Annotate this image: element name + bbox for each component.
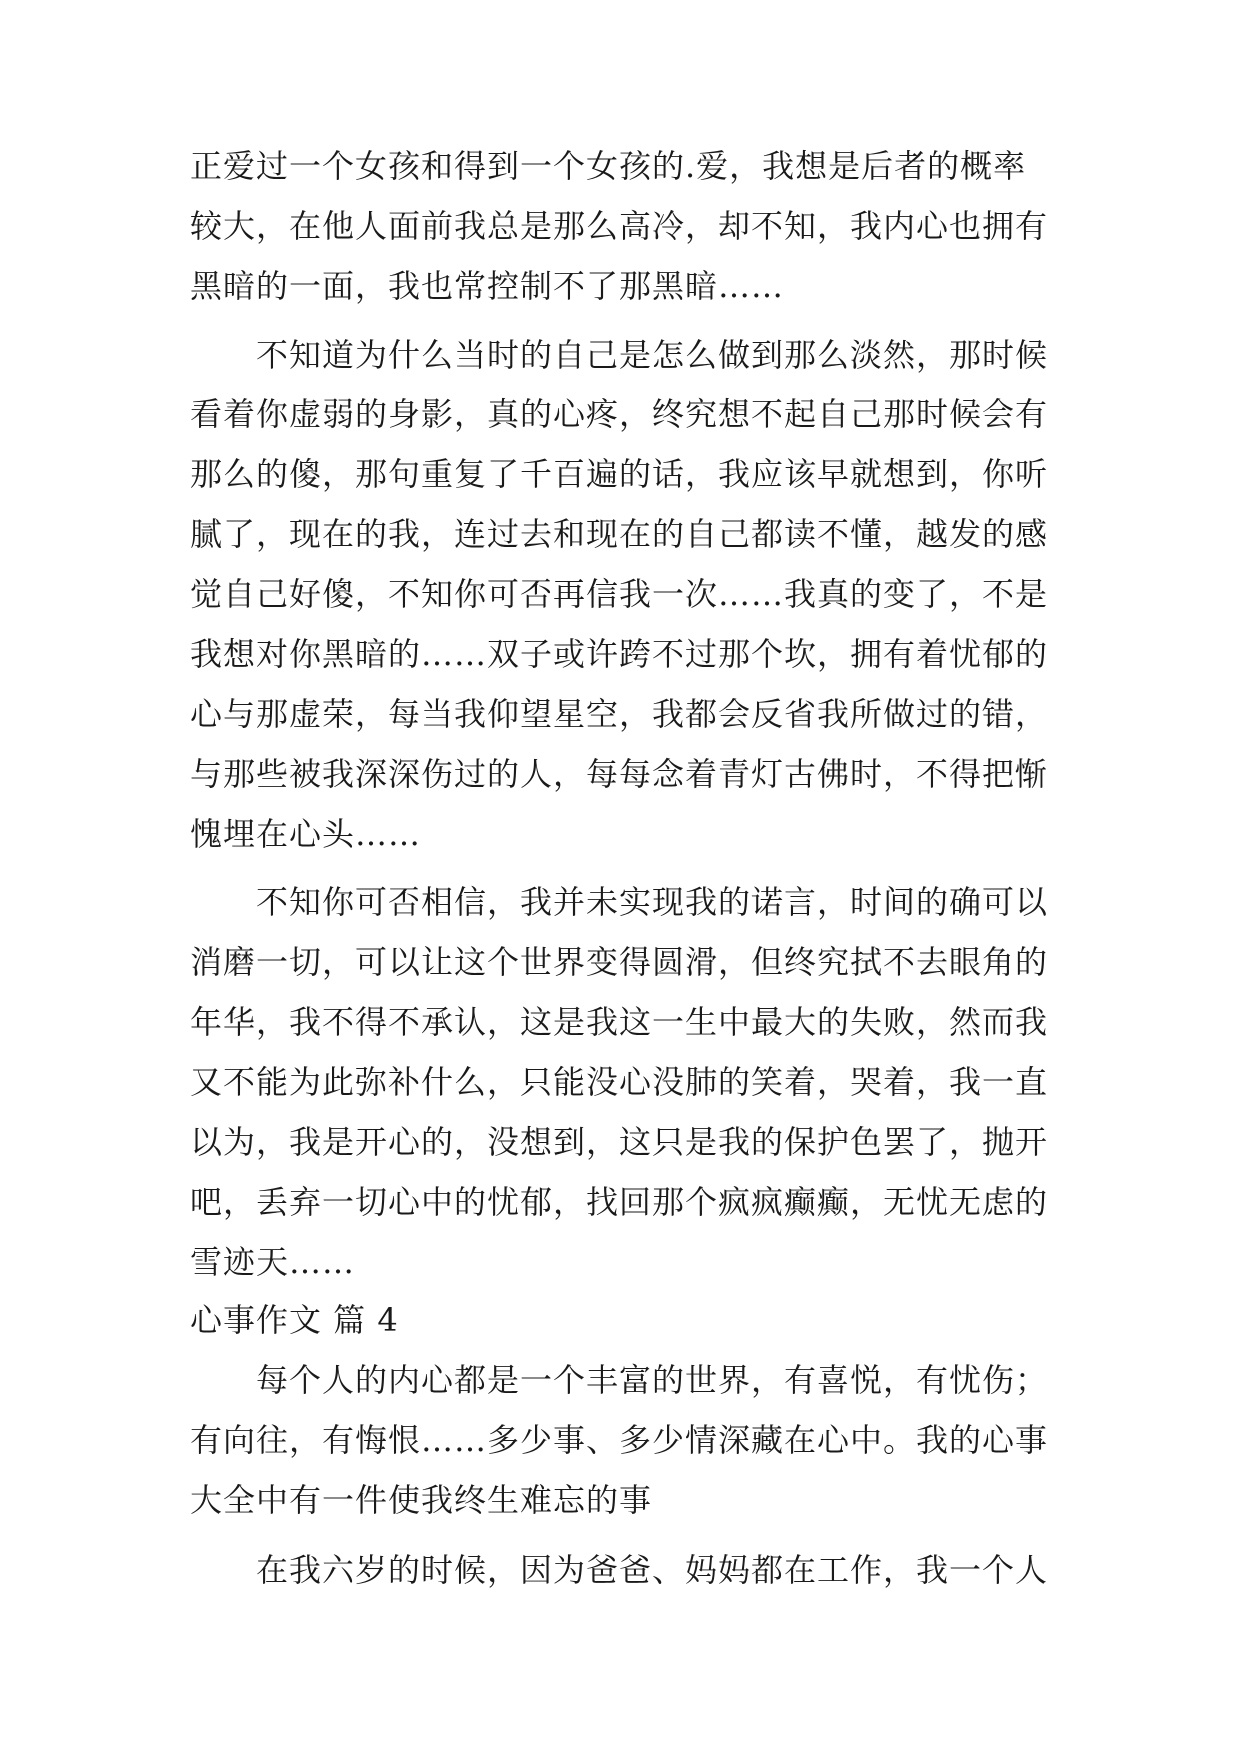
paragraph-first-line: 在我六岁的时候，因为爸爸、妈妈都在工作，我一个人 <box>256 1551 1049 1589</box>
text-line: 以为，我是开心的，没想到，这只是我的保护色罢了，抛开 <box>190 1123 1049 1161</box>
text-line: 有向往，有悔恨……多少事、多少情深藏在心中。我的心事 <box>190 1421 1049 1459</box>
text-line: 腻了，现在的我，连过去和现在的自己都读不懂，越发的感 <box>190 515 1049 553</box>
paragraph-first-line: 不知道为什么当时的自己是怎么做到那么淡然，那时候 <box>256 336 1049 374</box>
text-line: 看着你虚弱的身影，真的心疼，终究想不起自己那时候会有 <box>190 395 1049 433</box>
text-line: 我想对你黑暗的……双子或许跨不过那个坎，拥有着忧郁的 <box>190 635 1049 673</box>
paragraph-first-line: 每个人的内心都是一个丰富的世界，有喜悦，有忧伤； <box>256 1361 1049 1399</box>
text-line: 正爱过一个女孩和得到一个女孩的.爱，我想是后者的概率 <box>190 147 1027 185</box>
paragraph-first-line: 不知你可否相信，我并未实现我的诺言，时间的确可以 <box>256 883 1049 921</box>
text-line: 年华，我不得不承认，这是我这一生中最大的失败，然而我 <box>190 1003 1049 1041</box>
text-line: 大全中有一件使我终生难忘的事 <box>190 1481 653 1519</box>
text-line: 与那些被我深深伤过的人，每每念着青灯古佛时，不得把惭 <box>190 755 1049 793</box>
text-line: 又不能为此弥补什么，只能没心没肺的笑着，哭着，我一直 <box>190 1063 1049 1101</box>
text-line: 觉自己好傻，不知你可否再信我一次……我真的变了，不是 <box>190 575 1049 613</box>
text-line: 愧埋在心头…… <box>190 815 422 853</box>
text-line: 那么的傻，那句重复了千百遍的话，我应该早就想到，你听 <box>190 455 1049 493</box>
text-line: 心与那虚荣，每当我仰望星空，我都会反省我所做过的错， <box>190 695 1049 733</box>
text-line: 黑暗的一面，我也常控制不了那黑暗…… <box>190 267 785 305</box>
section-heading: 心事作文 篇 4 <box>190 1301 399 1339</box>
text-line: 较大，在他人面前我总是那么高冷，却不知，我内心也拥有 <box>190 207 1049 245</box>
text-line: 吧，丢弃一切心中的忧郁，找回那个疯疯癫癫，无忧无虑的 <box>190 1183 1049 1221</box>
text-line: 雪迹天…… <box>190 1243 356 1281</box>
text-line: 消磨一切，可以让这个世界变得圆滑，但终究拭不去眼角的 <box>190 943 1049 981</box>
